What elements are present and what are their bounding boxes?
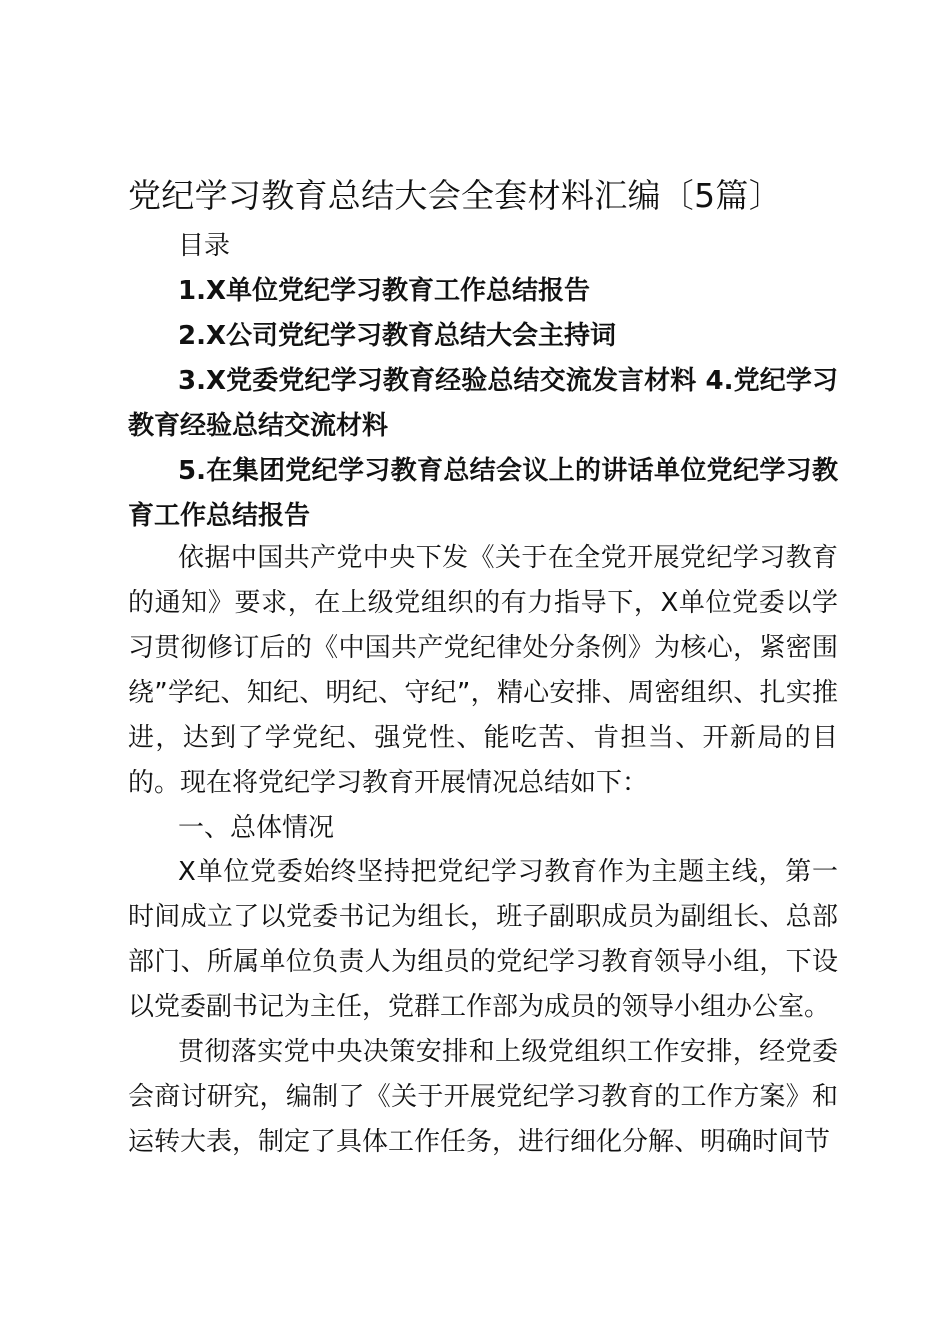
toc-label: 目录 bbox=[178, 231, 231, 261]
paragraph-intro: 依据中国共产党中央下发《关于在全党开展党纪学习教育的通知》要求，在上级党组织的有力指导下，X单位党委以学习贯彻修订后的《中国共产党纪律处分条例》为核心，紧密围绕”学纪、知纪、明纪、守纪”，精心安排、周密组织、扎实推进，达到了学党纪、强党性、能吃苦、肯担当、开新局的目的。现在将党纪学习教育开展情况总结如下： bbox=[128, 543, 838, 798]
document-title: 党纪学习教育总结大会全套材料汇编〔5篇〕 bbox=[128, 176, 782, 215]
paragraph-implementation: 贯彻落实党中央决策安排和上级党组织工作安排，经党委会商讨研究，编制了《关于开展党纪学习教育的工作方案》和运转大表，制定了具体工作任务，进行细化分解、明确时间节 bbox=[128, 1037, 838, 1157]
toc-item-1: 1.X单位党纪学习教育工作总结报告 bbox=[178, 276, 591, 306]
section-heading: 一、总体情况 bbox=[178, 813, 335, 843]
toc-item-5: 5.在集团党纪学习教育总结会议上的讲话单位党纪学习教育工作总结报告 bbox=[128, 456, 838, 531]
toc-item-2: 2.X公司党纪学习教育总结大会主持词 bbox=[178, 321, 617, 351]
paragraph-overview: X单位党委始终坚持把党纪学习教育作为主题主线，第一时间成立了以党委书记为组长，班子副职成员为副组长、总部部门、所属单位负责人为组员的党纪学习教育领导小组，下设以党委副书记为主任，党群工作部为成员的领导小组办公室。 bbox=[128, 857, 838, 1022]
toc-item-3-4: 3.X党委党纪学习教育经验总结交流发言材料 4.党纪学习教育经验总结交流材料 bbox=[128, 366, 838, 441]
